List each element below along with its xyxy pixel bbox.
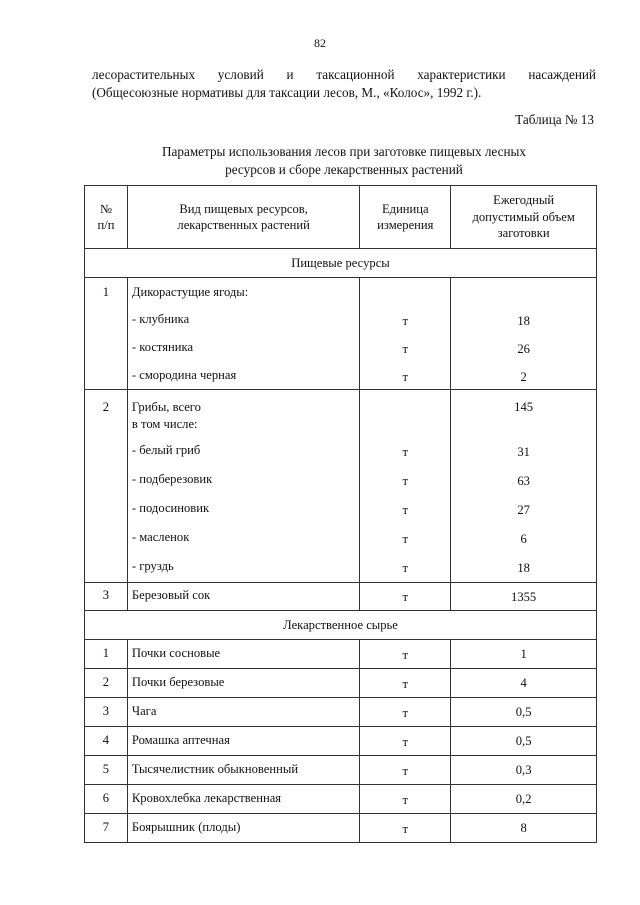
table-row <box>85 785 597 814</box>
table-caption <box>92 143 596 179</box>
table-header-row <box>85 186 597 249</box>
row-volume: 31 <box>451 438 597 467</box>
row-unit: т <box>360 554 451 583</box>
row-name: Березовый сок <box>127 583 359 611</box>
row-unit: т <box>360 525 451 554</box>
row-volume: 0,3 <box>451 756 597 785</box>
row-unit: т <box>360 334 451 362</box>
table-row <box>85 756 597 785</box>
table-row <box>85 362 597 390</box>
row-unit: т <box>360 306 451 334</box>
table-row <box>85 496 597 525</box>
caption-line-1: Параметры использования лесов при заготовке пищевых лесных <box>162 144 526 159</box>
row-volume: 2 <box>451 362 597 390</box>
row-name: - груздь <box>127 554 359 583</box>
row-volume: 0,5 <box>451 727 597 756</box>
row-name: - клубника <box>127 306 359 334</box>
row-name: Тысячелистник обыкновенный <box>127 756 359 785</box>
row-name: - масленок <box>127 525 359 554</box>
table-row <box>85 390 597 438</box>
row-name: Боярышник (плоды) <box>127 814 359 843</box>
row-name: - подберезовик <box>127 467 359 496</box>
row-unit: т <box>360 496 451 525</box>
row-volume: 1 <box>451 640 597 669</box>
row-num: 3 <box>85 698 128 727</box>
table-row <box>85 554 597 583</box>
section-medicinal: Лекарственное сырье <box>85 611 597 640</box>
table-row <box>85 334 597 362</box>
intro-line-1: лесорастительных условий и таксационной характеристики насаждений <box>92 67 596 82</box>
table-row <box>85 640 597 669</box>
row-volume: 1355 <box>451 583 597 611</box>
row-volume: 145 <box>451 390 597 438</box>
row-volume: 8 <box>451 814 597 843</box>
row-num: 2 <box>85 669 128 698</box>
intro-paragraph <box>92 66 596 102</box>
section-food: Пищевые ресурсы <box>85 249 597 278</box>
table-row <box>85 698 597 727</box>
table-row <box>85 467 597 496</box>
table-row <box>85 306 597 334</box>
row-num: 4 <box>85 727 128 756</box>
table-row <box>85 438 597 467</box>
row-name: Кровохлебка лекарственная <box>127 785 359 814</box>
parameters-table <box>84 185 597 843</box>
caption-line-2: ресурсов и сборе лекарственных растений <box>225 162 463 177</box>
row-unit: т <box>360 362 451 390</box>
row-num: 2 <box>85 390 128 438</box>
section-row <box>85 249 597 278</box>
row-unit: т <box>360 756 451 785</box>
row-unit: т <box>360 640 451 669</box>
table-row <box>85 525 597 554</box>
row-name: Почки березовые <box>127 669 359 698</box>
row-unit: т <box>360 669 451 698</box>
header-volume: Ежегодный допустимый объем заготовки <box>451 186 597 249</box>
row-volume: 18 <box>451 306 597 334</box>
row-unit: т <box>360 785 451 814</box>
row-unit: т <box>360 438 451 467</box>
row-volume: 63 <box>451 467 597 496</box>
header-unit: Единица измерения <box>360 186 451 249</box>
row-volume: 0,5 <box>451 698 597 727</box>
row-name: Чага <box>127 698 359 727</box>
row-name: Почки сосновые <box>127 640 359 669</box>
table-row <box>85 814 597 843</box>
row-volume: 18 <box>451 554 597 583</box>
table-row <box>85 583 597 611</box>
row-name: - смородина черная <box>127 362 359 390</box>
row-num: 6 <box>85 785 128 814</box>
row-name: - костяника <box>127 334 359 362</box>
row-volume: 4 <box>451 669 597 698</box>
row-num: 1 <box>85 278 128 306</box>
row-unit: т <box>360 467 451 496</box>
row-volume: 0,2 <box>451 785 597 814</box>
header-kind: Вид пищевых ресурсов, лекарственных растений <box>127 186 359 249</box>
row-name: Грибы, всего в том числе: <box>127 390 359 438</box>
table-number: Таблица № 13 <box>515 112 594 127</box>
row-volume: 27 <box>451 496 597 525</box>
section-row <box>85 611 597 640</box>
row-unit: т <box>360 698 451 727</box>
row-name: Ромашка аптечная <box>127 727 359 756</box>
header-num: № п/п <box>85 186 128 249</box>
row-num: 5 <box>85 756 128 785</box>
table-row <box>85 727 597 756</box>
row-unit: т <box>360 727 451 756</box>
row-volume: 26 <box>451 334 597 362</box>
intro-line-2: (Общесоюзные нормативы для таксации лесов, М., «Колос», 1992 г.). <box>92 85 482 100</box>
row-num: 3 <box>85 583 128 611</box>
row-num: 7 <box>85 814 128 843</box>
row-unit: т <box>360 583 451 611</box>
row-name: - подосиновик <box>127 496 359 525</box>
page-number: 82 <box>314 36 326 50</box>
row-num: 1 <box>85 640 128 669</box>
row-volume <box>451 278 597 306</box>
table-row <box>85 669 597 698</box>
row-unit <box>360 278 451 306</box>
row-name: - белый гриб <box>127 438 359 467</box>
row-volume: 6 <box>451 525 597 554</box>
row-name: Дикорастущие ягоды: <box>127 278 359 306</box>
row-unit: т <box>360 814 451 843</box>
table-row <box>85 278 597 306</box>
